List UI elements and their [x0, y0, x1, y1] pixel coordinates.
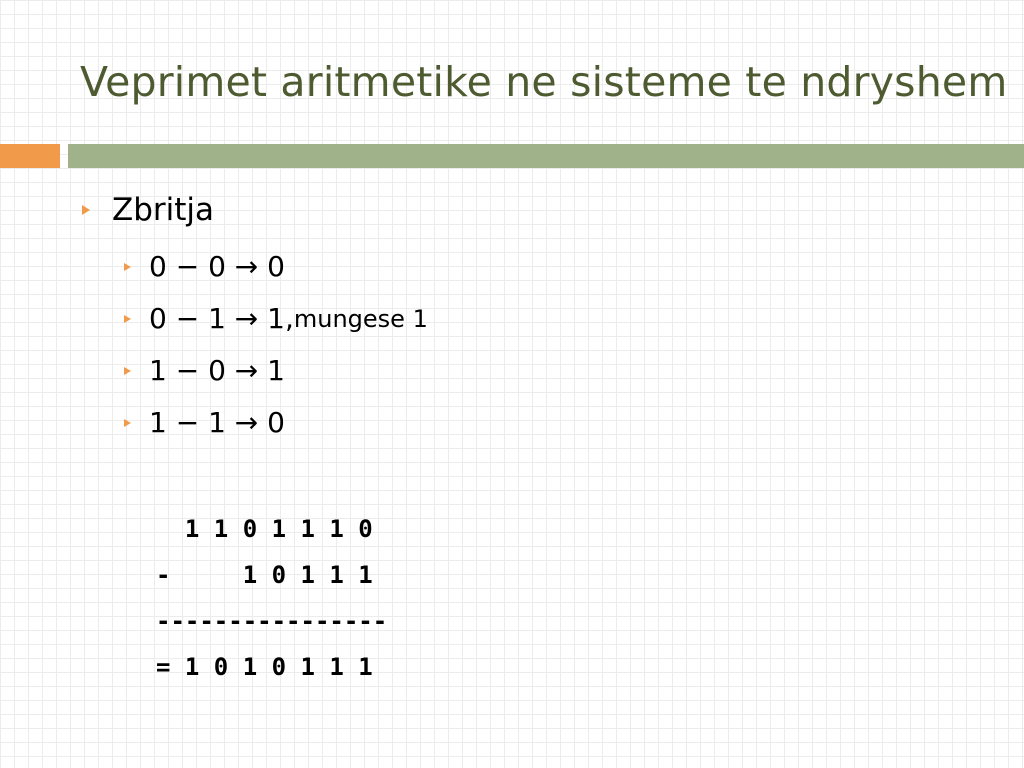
rule-item — [124, 302, 428, 335]
bullet-zbritja — [82, 192, 214, 228]
bullet-label: Zbritja — [112, 192, 215, 228]
bullet-arrow-icon — [124, 367, 131, 375]
bullet-arrow-icon — [124, 315, 131, 323]
calc-line-result: = 1 0 1 0 1 1 1 — [156, 653, 373, 681]
rule-text: 0 − 0 → 0 — [149, 250, 285, 283]
rule-item — [124, 354, 285, 387]
calc-line-subtrahend: - 1 0 1 1 1 — [156, 561, 373, 589]
rule-text: 0 − 1 → 1, — [149, 302, 294, 335]
rule-item — [124, 250, 285, 283]
calc-line-separator: ---------------- — [156, 607, 388, 635]
calc-line-minuend: 1 1 0 1 1 1 0 — [156, 515, 373, 543]
bullet-arrow-icon — [124, 419, 131, 427]
bullet-arrow-icon — [124, 263, 131, 271]
accent-bar-orange — [0, 144, 60, 168]
binary-subtraction — [156, 506, 387, 690]
rule-item — [124, 406, 285, 439]
rule-text: 1 − 1 → 0 — [149, 406, 285, 439]
rule-text: 1 − 0 → 1 — [149, 354, 285, 387]
rule-note: mungese 1 — [293, 304, 428, 333]
accent-bar-green — [68, 144, 1024, 168]
bullet-arrow-icon — [82, 205, 90, 215]
slide-title: Veprimet aritmetike ne sisteme te ndryshem — [80, 58, 1008, 106]
